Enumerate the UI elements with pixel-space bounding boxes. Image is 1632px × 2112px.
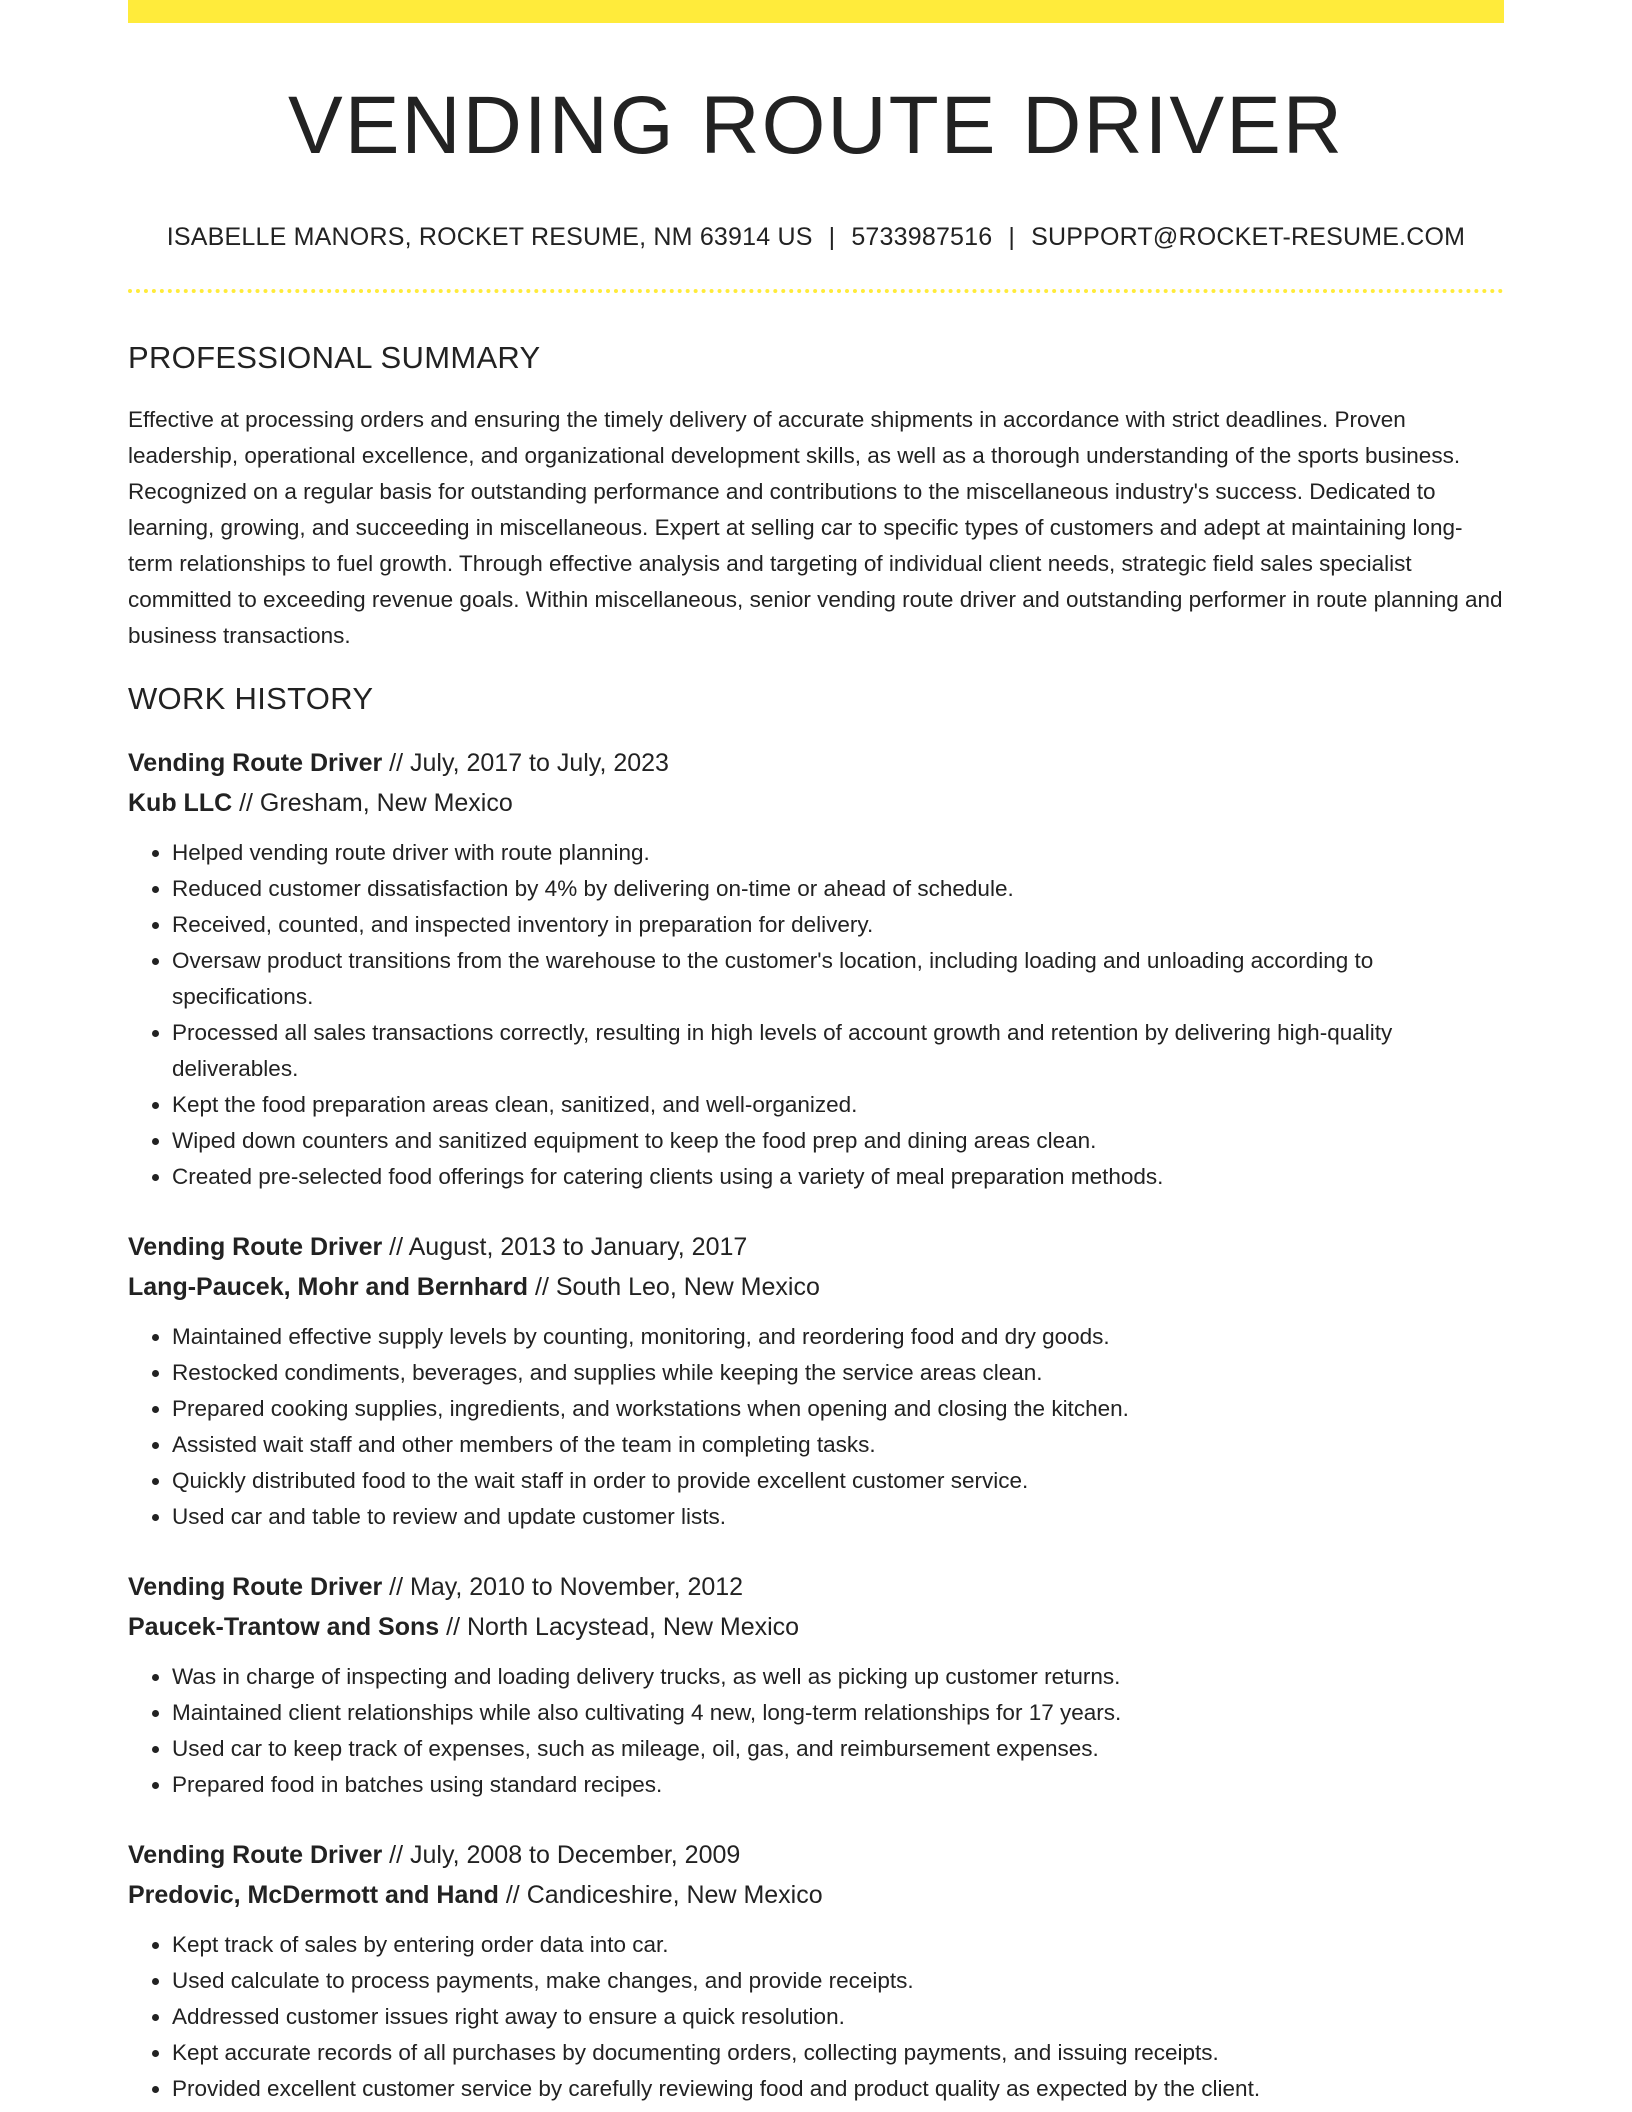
duty-item: • Kept the food preparation areas clean, sanitized, and well-organized.: [172, 1087, 1504, 1123]
job-company: Kub LLC: [128, 789, 233, 818]
job-title-line: [128, 1567, 1504, 1607]
job-company-line: [128, 783, 1504, 823]
job-company: Lang-Paucek, Mohr and Bernhard: [128, 1273, 529, 1302]
duty-item: • Prepared food in batches using standard recipes.: [172, 1767, 1504, 1803]
resume-title: VENDING ROUTE DRIVER: [288, 80, 1344, 171]
job-role: Vending Route Driver: [128, 1573, 383, 1602]
duty-item: • Reduced customer dissatisfaction by 4% by delivering on-time or ahead of schedule.: [172, 871, 1504, 907]
job-location: // North Lacystead, New Mexico: [439, 1613, 800, 1642]
job-duties-list: [128, 1319, 1504, 1535]
job-dates: // August, 2013 to January, 2017: [382, 1233, 748, 1262]
job-company-line: [128, 1607, 1504, 1647]
job-duties-list: [128, 835, 1504, 1195]
duty-item: • Processed all sales transactions correctly, resulting in high levels of account growth and retention by delivering high-quality deliverables.: [172, 1015, 1504, 1087]
duty-item: • Used car to keep track of expenses, such as mileage, oil, gas, and reimbursement expenses.: [172, 1731, 1504, 1767]
duty-item: • Was in charge of inspecting and loading delivery trucks, as well as picking up customer returns.: [172, 1659, 1504, 1695]
job-entry: [128, 1227, 1504, 1535]
duty-item: • Created pre-selected food offerings for catering clients using a variety of meal preparation methods.: [172, 1159, 1504, 1195]
duty-item: • Received, counted, and inspected inventory in preparation for delivery.: [172, 907, 1504, 943]
duty-item: • Prepared cooking supplies, ingredients, and workstations when opening and closing the kitchen.: [172, 1391, 1504, 1427]
contact-address: ISABELLE MANORS, ROCKET RESUME, NM 63914 US: [166, 223, 813, 251]
work-history-heading: WORK HISTORY: [128, 681, 374, 717]
duty-item: • Quickly distributed food to the wait staff in order to provide excellent customer service.: [172, 1463, 1504, 1499]
job-role: Vending Route Driver: [128, 1841, 383, 1870]
job-company-line: [128, 1875, 1504, 1915]
job-company-line: [128, 1267, 1504, 1307]
job-title-line: [128, 1227, 1504, 1267]
job-entry: [128, 743, 1504, 1195]
dotted-divider: [128, 289, 1504, 293]
job-location: // Gresham, New Mexico: [232, 789, 513, 818]
job-entry: [128, 1567, 1504, 1803]
duty-item: • Helped vending route driver with route planning.: [172, 835, 1504, 871]
duty-item: • Assisted wait staff and other members of the team in completing tasks.: [172, 1427, 1504, 1463]
job-dates: // July, 2017 to July, 2023: [382, 749, 669, 778]
job-duties-list: [128, 1927, 1504, 2107]
duty-item: • Used car and table to review and update customer lists.: [172, 1499, 1504, 1535]
duty-item: • Used calculate to process payments, make changes, and provide receipts.: [172, 1963, 1504, 1999]
duty-item: • Addressed customer issues right away to ensure a quick resolution.: [172, 1999, 1504, 2035]
job-entry: [128, 1835, 1504, 2107]
job-dates: // July, 2008 to December, 2009: [382, 1841, 741, 1870]
job-title-line: [128, 743, 1504, 783]
job-title-line: [128, 1835, 1504, 1875]
contact-separator: |: [828, 223, 836, 251]
top-accent-bar: [128, 0, 1504, 23]
contact-email[interactable]: SUPPORT@ROCKET-RESUME.COM: [1031, 223, 1466, 251]
job-role: Vending Route Driver: [128, 749, 383, 778]
job-location: // Candiceshire, New Mexico: [498, 1881, 823, 1910]
job-role: Vending Route Driver: [128, 1233, 383, 1262]
summary-text: Effective at processing orders and ensuring the timely delivery of accurate shipments in accordance with strict deadlines. Proven leadership, operational excellence, and organizational development skills, as well as a thorough understanding of the sports business. Recognized on a regular basis for outstanding performance and contributions to the miscellaneous industry's success. Dedicated to learning, growing, and succeeding in miscellaneous. Expert at selling car to specific types of customers and adept at maintaining long-term relationships to fuel growth. Through effective analysis and targeting of individual client needs, strategic field sales specialist committed to exceeding revenue goals. Within miscellaneous, senior vending route driver and outstanding performer in route planning and business transactions.: [128, 407, 1503, 649]
contact-separator: |: [1008, 223, 1016, 251]
job-company: Predovic, McDermott and Hand: [128, 1881, 499, 1910]
resume-page: [128, 0, 1504, 2107]
duty-item: • Kept accurate records of all purchases by documenting orders, collecting payments, and issuing receipts.: [172, 2035, 1504, 2071]
job-location: // South Leo, New Mexico: [528, 1273, 820, 1302]
duty-item: • Provided excellent customer service by carefully reviewing food and product quality as expected by the client.: [172, 2071, 1504, 2107]
duty-item: • Maintained client relationships while also cultivating 4 new, long-term relationships for 17 years.: [172, 1695, 1504, 1731]
duty-item: • Oversaw product transitions from the warehouse to the customer's location, including loading and unloading according to specifications.: [172, 943, 1504, 1015]
contact-phone[interactable]: 5733987516: [851, 223, 993, 251]
duty-item: • Restocked condiments, beverages, and supplies while keeping the service areas clean.: [172, 1355, 1504, 1391]
duty-item: • Kept track of sales by entering order data into car.: [172, 1927, 1504, 1963]
job-company: Paucek-Trantow and Sons: [128, 1613, 440, 1642]
job-dates: // May, 2010 to November, 2012: [382, 1573, 744, 1602]
duty-item: • Maintained effective supply levels by counting, monitoring, and reordering food and dry goods.: [172, 1319, 1504, 1355]
job-duties-list: [128, 1659, 1504, 1803]
contact-line: [128, 222, 1504, 252]
summary-heading: PROFESSIONAL SUMMARY: [128, 340, 541, 375]
duty-item: • Wiped down counters and sanitized equipment to keep the food prep and dining areas clean.: [172, 1123, 1504, 1159]
